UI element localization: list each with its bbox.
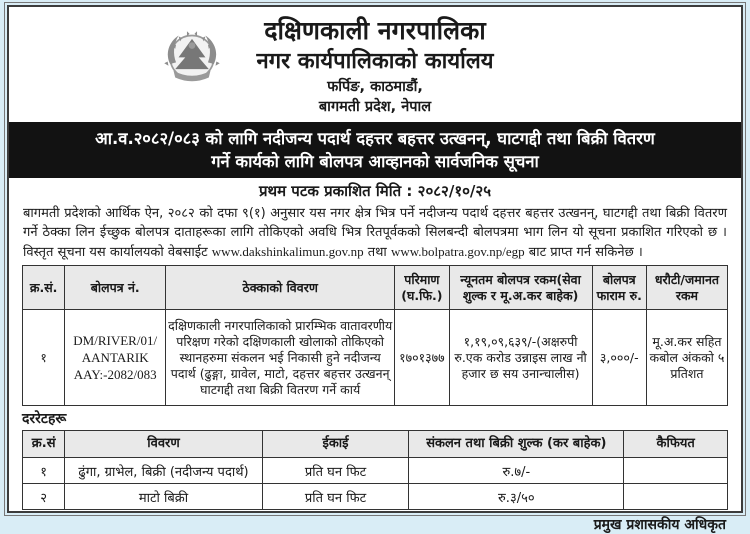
rates-section-label: दररेटहरू: [22, 411, 67, 427]
intro-text-connector: तथा: [363, 245, 391, 260]
publish-date-line: प्रथम पटक प्रकाशित मिति : २०८२/१०/२५: [258, 182, 492, 200]
signatory-title: प्रमुख प्रशासकीय अधिकृत: [593, 517, 726, 533]
tender-no-line-1: DM/RIVER/01/: [73, 333, 158, 348]
tender-cell-sn: १: [23, 310, 65, 406]
tender-header-description: ठेक्काको विवरण: [166, 266, 395, 310]
rates-row2-fee: रु.३/५०: [409, 484, 624, 510]
rates-header-remarks: कैफियत: [624, 431, 728, 458]
intro-text-part2: बाट प्राप्त गर्न सकिनेछ ।: [524, 245, 643, 260]
notice-title-banner: [9, 122, 741, 178]
municipality-website-link[interactable]: www.dakshinkalimun.gov.np: [211, 244, 364, 259]
notice-title-line-1: आ.व.२०८२/०८३ को लागि नदीजन्य पदार्थ दहत्तर बहत्तर उत्खनन्, घाटगद्दी तथा बिक्री वितरण: [95, 129, 655, 148]
rates-header-unit: ईकाई: [262, 431, 409, 458]
rates-row-2: [23, 484, 728, 510]
tender-no-line-3: AAY:-2082/083: [73, 367, 157, 382]
tender-table-row: [23, 310, 728, 406]
tender-cell-tender-no: [65, 310, 166, 406]
rates-row-1: [23, 458, 728, 484]
rates-row2-description: माटो बिक्री: [65, 484, 262, 510]
tender-cell-description: दक्षिणकाली नगरपालिकाको प्रारम्भिक वातावरणीय परिक्षण गरेको दक्षिणकाली खोलाको तोकिएको स्थानहरुमा संकलन भई निकासी हुने नदीजन्य पदार्थ (ढुङ्गा, ग्रावेल, माटो, दहत्तर बहत्तर उत्खनन् घाटगद्दी तथा बिक्री वितरण गर्ने कार्य: [166, 310, 395, 406]
intro-paragraph: [23, 204, 727, 262]
municipality-emblem-icon: [150, 17, 234, 101]
tender-header-deposit: धरौटी/जमानत रकम: [646, 266, 727, 310]
tender-table-header-row: [23, 266, 728, 310]
tender-header-min-bid: न्यूनतम बोलपत्र रकम(सेवा शुल्क र मू.अ.कर बाहेक): [449, 266, 592, 310]
rates-row1-sn: १: [23, 458, 65, 484]
rates-header-description: विवरण: [65, 431, 262, 458]
rates-header-sn: क्र.सं: [23, 431, 65, 458]
org-name: दक्षिणकाली नगरपालिका: [264, 16, 486, 45]
bolpatra-website-link[interactable]: www.bolpatra.gov.np/egp: [390, 244, 525, 259]
tender-header-quantity: परिमाण (घ.फि.): [395, 266, 449, 310]
letterhead: [22, 7, 728, 117]
tender-cell-quantity: १७०१३७७: [395, 310, 449, 406]
tender-cell-form-fee: ३,०००/-: [592, 310, 646, 406]
rates-row1-fee: रु.७/-: [409, 458, 624, 484]
tender-no-line-2: AANTARIK: [81, 350, 149, 365]
intro-text-part1: बागमती प्रदेशको आर्थिक ऐन, २०८२ को दफा ९(१) अनुसार यस नगर क्षेत्र भित्र पर्ने नदीजन्य पदार्थ दहत्तर बहत्तर उत्खनन्, घाटगद्दी तथा बिक्री वितरण गर्ने ठेक्का लिन ईच्छुक बोलपत्र दाताहरूका लागि तोकिएको अवधि भित्र रितपूर्वकको सिलबन्दी बोलपत्रमा भाग लिन यो सूचना प्रकाशित गरिएको छ । विस्तृत सूचना यस कार्यालयको वेबसाईट: [23, 206, 727, 260]
rates-row2-unit: प्रति घन फिट: [262, 484, 409, 510]
rates-row1-unit: प्रति घन फिट: [262, 458, 409, 484]
tender-header-sn: क्र.सं.: [23, 266, 65, 310]
tender-cell-deposit: मू.अ.कर सहित कबोल अंकको ५ प्रतिशत: [646, 310, 727, 406]
address-line-2: बागमती प्रदेश, नेपाल: [318, 99, 432, 115]
rates-table: [22, 430, 728, 510]
notice-title-line-2: गर्ने कार्यको लागि बोलपत्र आव्हानको सार्वजनिक सूचना: [211, 152, 539, 171]
rates-row2-remarks: [624, 484, 728, 510]
rates-row1-description: ढुंगा, ग्राभेल, बिक्री (नदीजन्य पदार्थ): [65, 458, 262, 484]
tender-table: [22, 265, 728, 406]
rates-header-row: [23, 431, 728, 458]
tender-header-tender-no: बोलपत्र नं.: [65, 266, 166, 310]
tender-cell-min-bid: १,१९,०९,६३९/-(अक्षरुपी रु.एक करोड उन्नाइस लाख नौ हजार छ सय उनान्चालीस): [449, 310, 592, 406]
office-name: नगर कार्यपालिकाको कार्यालय: [256, 49, 494, 74]
rates-row2-sn: २: [23, 484, 65, 510]
tender-header-form-fee: बोलपत्र फाराम रु.: [592, 266, 646, 310]
rates-header-fee: संकलन तथा बिक्री शुल्क (कर बाहेक): [409, 431, 624, 458]
rates-row1-remarks: [624, 458, 728, 484]
notice-page: [7, 5, 743, 533]
address-line-1: फर्पिङ, काठमाडौं,: [327, 79, 423, 95]
